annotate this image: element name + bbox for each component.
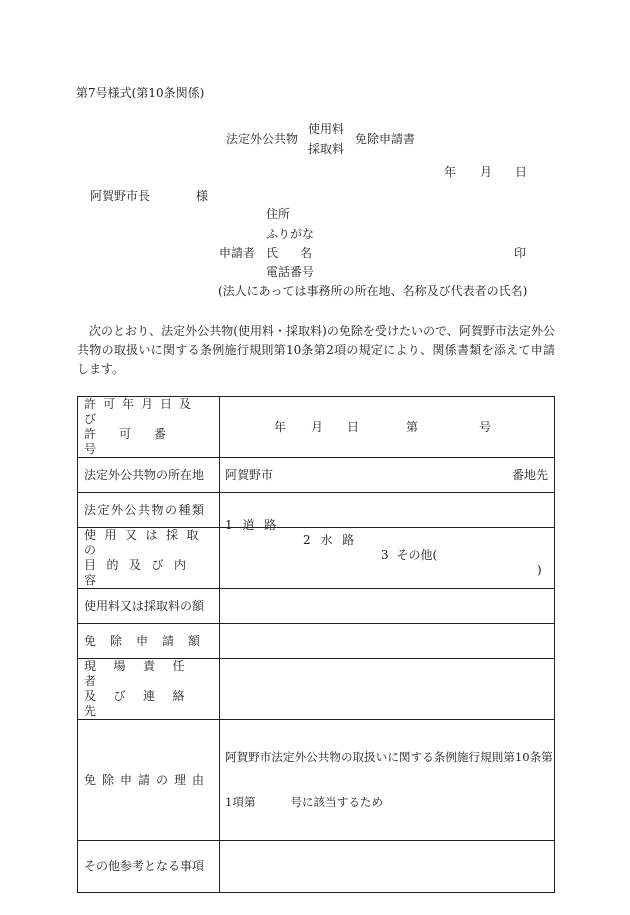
honorific: 様 [196,189,209,203]
seal-mark: 印 [514,246,527,260]
title-option-usage-fee: 使用料 [308,122,345,136]
title-suffix: 免除申請書 [355,132,416,146]
title-option-extraction-fee: 採取料 [308,142,345,156]
body-paragraph: 次のとおり、法定外公共物(使用料・採取料)の免除を受けたいので、阿賀野市法定外公共物の取扱いに関する条例施行規則第10条第2項の規定により、関係書類を添えて申請します。 [77,324,555,376]
date-day-label: 日 [515,165,528,179]
exemption-amount-label-cell: 免除申請額 [78,624,220,659]
permit-number-prefix: 第 [406,419,419,434]
site-manager-label-line2: 及び連絡先 [84,689,203,718]
applicant-address-label: 住所 [266,207,291,221]
purpose-label-cell [78,528,220,589]
applicant-phone-label: 電話番号 [266,265,315,279]
permit-value-cell[interactable] [220,397,555,458]
fee-amount-value-cell[interactable] [220,589,555,624]
fee-amount-label-cell: 使用料又は採取料の額 [78,589,220,624]
purpose-label-line1: 使用又は採取の [84,528,208,557]
title-prefix: 法定外公共物 [226,132,299,146]
reason-line1: 阿賀野市法定外公共物の取扱いに関する条例施行規則第10条第 [225,750,553,764]
date-month-label: 月 [480,165,493,179]
table-row-permit [78,397,555,458]
purpose-label-line2: 目的及び内容 [84,558,197,587]
type-label-cell: 法定外公共物の種類 [78,493,220,528]
application-table [77,396,555,893]
table-row-site-manager [78,659,555,720]
site-manager-label-cell [78,659,220,720]
addressee: 阿賀野市長 [90,189,151,203]
table-row-exemption-amount [78,624,555,659]
exemption-amount-value-cell[interactable] [220,624,555,659]
type-option-waterway[interactable]: 2 水 路 [303,532,355,547]
type-value-cell[interactable] [220,493,555,577]
reason-value-cell[interactable] [220,720,555,841]
table-row-fee-amount [78,589,555,624]
type-option-close-paren: ) [537,562,542,577]
applicant-note: (法人にあっては事務所の所在地、名称及び代表者の氏名) [218,284,528,298]
permit-number-suffix: 号 [479,419,492,434]
other-notes-value-cell[interactable] [220,841,555,893]
permit-label-cell [78,397,220,458]
applicant-name-label: 氏名 [266,246,335,260]
table-row-reason [78,720,555,841]
reason-line2: 1項第 号に該当するため [225,795,384,809]
table-row-other-notes [78,841,555,893]
other-notes-label-cell: その他参考となる事項 [78,841,220,893]
applicant-label: 申請者 [219,246,256,260]
site-manager-label-line1: 現場責任者 [84,659,203,688]
permit-label-line2: 許可番号 [84,427,190,456]
location-value-cell[interactable] [220,458,555,493]
type-option-road[interactable]: 1 道 路 [225,517,277,532]
location-label-cell: 法定外公共物の所在地 [78,458,220,493]
type-option-other[interactable]: 3 その他( [381,547,438,562]
form-number: 第7号様式(第10条関係) [76,86,205,100]
location-city: 阿賀野市 [225,467,274,482]
location-suffix: 番地先 [511,467,548,482]
permit-day-label: 日 [347,419,360,434]
permit-label-line1: 許可年月日及び [84,397,199,426]
table-row-location [78,458,555,493]
site-manager-value-cell[interactable] [220,659,555,720]
permit-year-label: 年 [274,419,287,434]
applicant-furigana-label: ふりがな [266,227,315,241]
permit-month-label: 月 [311,419,324,434]
date-year-label: 年 [444,165,457,179]
table-row-type [78,493,555,528]
reason-label-cell: 免除申請の理由 [78,720,220,841]
